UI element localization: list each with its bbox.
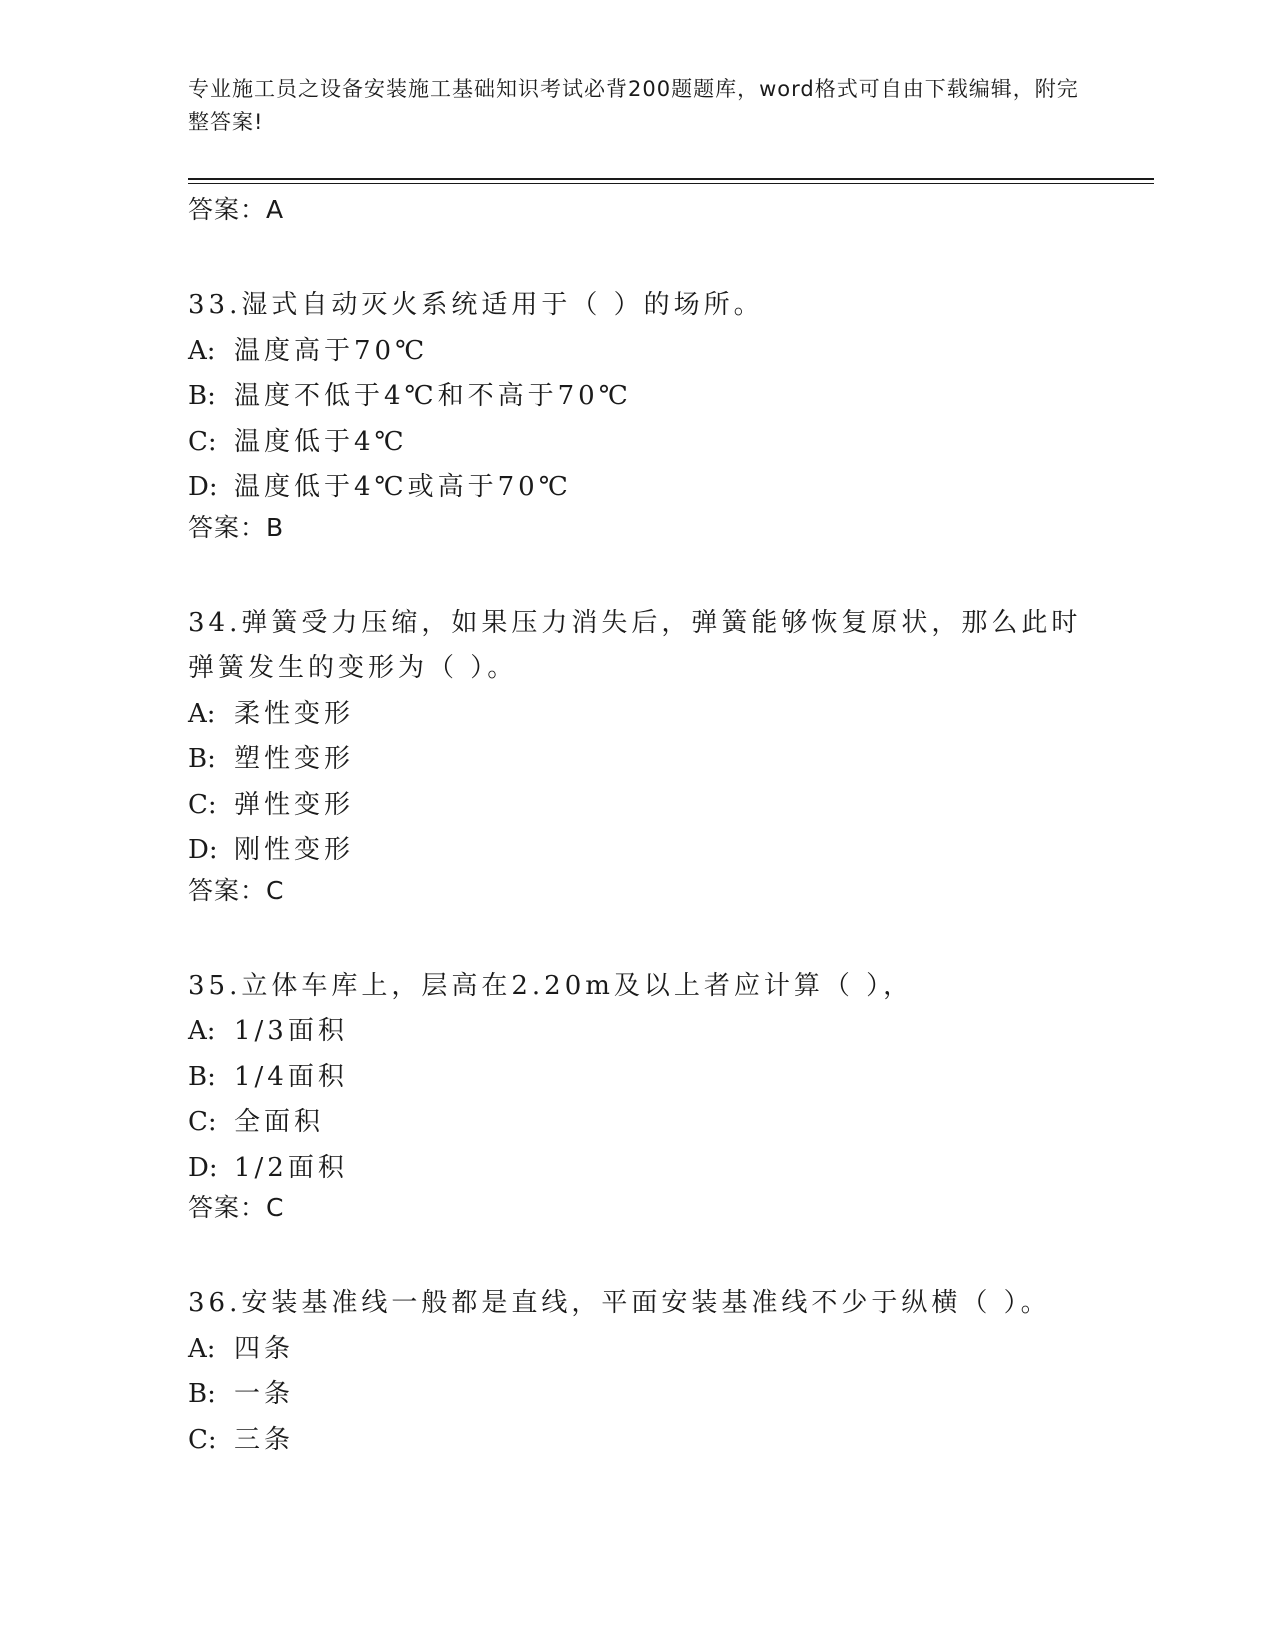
question-block [188,283,1088,545]
header-divider-thick [188,178,1154,180]
answer-option [188,1146,1088,1192]
answer-line [188,193,1088,227]
option-text: 温度不低于4℃和不高于70℃ [234,381,632,411]
answer-prefix: 答案： [188,1193,267,1222]
answer-option [188,692,1088,738]
option-text: 1/2面积 [234,1152,348,1183]
option-text: 温度低于4℃ [234,426,408,457]
answer-line [188,1191,1088,1225]
option-letter: D: [188,835,218,865]
answer-value: A [266,195,285,224]
option-text: 弹性变形 [234,789,355,820]
option-letter: C: [188,1107,217,1137]
option-text: 全面积 [234,1107,325,1137]
option-letter: D: [188,472,218,502]
answer-option [188,1009,1088,1055]
answer-line [188,511,1088,545]
answer-option [188,329,1088,375]
answer-option [188,1418,1088,1464]
answer-value: C [266,1193,285,1222]
answer-option [188,1372,1088,1418]
option-text: 一条 [234,1379,295,1409]
answer-prefix: 答案： [188,875,267,905]
question-stem: 35.立体车库上，层高在2.20m及以上者应计算（ ）， [188,970,914,1001]
option-letter: A: [188,1016,216,1046]
option-letter: A: [188,698,216,729]
option-letter: A: [188,335,216,366]
answer-option [188,783,1088,829]
answer-prefix: 答案： [188,195,267,224]
answer-option [188,1100,1088,1146]
header-divider-thin [188,183,1154,184]
answer-option [188,828,1088,874]
answer-option [188,1055,1088,1101]
answer-prefix: 答案： [188,512,267,542]
option-letter: C: [188,426,217,457]
option-letter: C: [188,789,217,820]
option-text: 1/4面积 [234,1061,348,1092]
option-text: 1/3面积 [234,1016,348,1046]
page-header: 专业施工员之设备安装施工基础知识考试必背200题题库，word格式可自由下载编辑，附完整答案! [188,77,1079,134]
option-letter: B: [188,1379,216,1409]
answer-option [188,1327,1088,1373]
question-list [188,193,1088,1519]
question-block [188,601,1088,908]
option-text: 温度低于4℃或高于70℃ [234,472,572,502]
answer-option [188,737,1088,783]
option-letter: B: [188,381,216,411]
answer-value: C [266,875,285,905]
option-letter: B: [188,744,216,774]
option-letter: A: [188,1333,216,1364]
option-text: 三条 [234,1424,295,1455]
option-text: 温度高于70℃ [234,335,429,366]
option-text: 刚性变形 [234,835,355,865]
question-block [188,964,1088,1226]
answer-line [188,874,1088,908]
option-letter: B: [188,1061,216,1092]
option-text: 四条 [234,1333,295,1364]
question-stem: 33.湿式自动灭火系统适用于（ ）的场所。 [188,290,764,320]
answer-value: B [266,512,285,542]
option-text: 塑性变形 [234,744,355,774]
answer-option [188,374,1088,420]
question-stem: 36.安装基准线一般都是直线，平面安装基准线不少于纵横（ ）。 [188,1288,1051,1318]
option-letter: C: [188,1424,217,1455]
option-text: 柔性变形 [234,698,355,729]
answer-option [188,465,1088,511]
answer-option [188,420,1088,466]
question-block [188,1281,1088,1463]
question-stem: 34.弹簧受力压缩，如果压力消失后，弹簧能够恢复原状，那么此时弹簧发生的变形为（ ）。 [188,607,1082,683]
option-letter: D: [188,1152,218,1183]
